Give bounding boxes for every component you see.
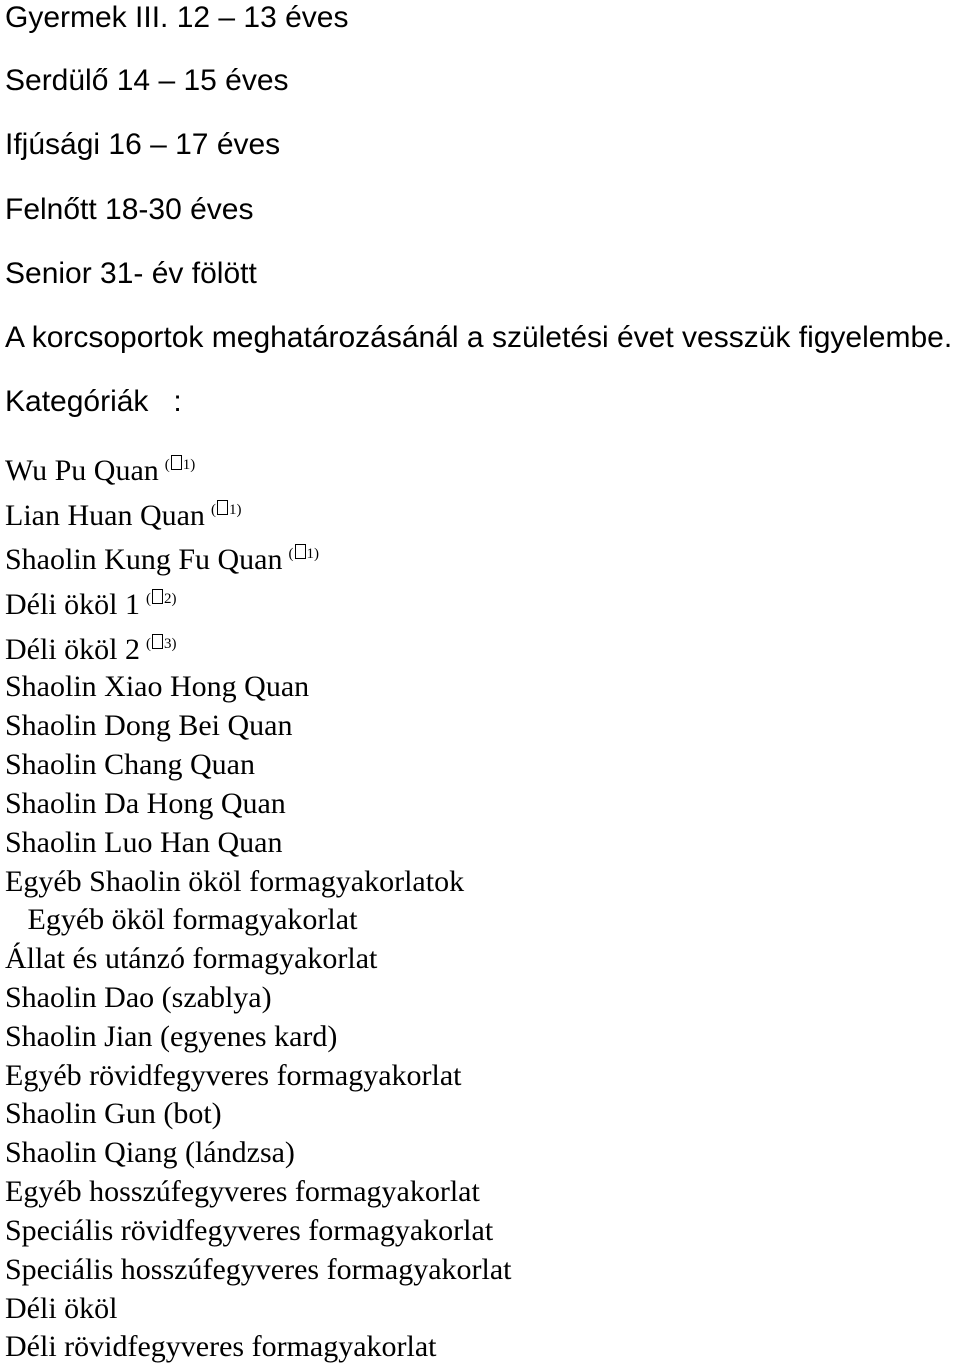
category-item: Shaolin Dong Bei Quan <box>5 709 293 742</box>
category-item: Shaolin Da Hong Quan <box>5 787 286 820</box>
category-item-wu-pu-quan <box>5 455 195 486</box>
age-note: A korcsoportok meghatározásánál a születési évet vesszük figyelembe. <box>5 321 953 354</box>
categories-heading: Kategóriák : <box>5 385 182 418</box>
age-group-gyermek-iii: Gyermek III. 12 – 13 éves <box>5 1 349 34</box>
age-group-ifjusagi: Ifjúsági 16 – 17 éves <box>5 128 281 161</box>
category-item-deli-okol-1 <box>5 589 177 620</box>
missing-glyph-icon <box>152 634 163 649</box>
category-item-deli-okol-2 <box>5 634 177 665</box>
category-item: Shaolin Xiao Hong Quan <box>5 670 310 703</box>
category-item: Egyéb hosszúfegyveres formagyakorlat <box>5 1175 480 1208</box>
category-item: Shaolin Dao (szablya) <box>5 981 272 1014</box>
category-item: Állat és utánzó formagyakorlat <box>5 942 378 975</box>
category-item: Speciális hosszúfegyveres formagyakorlat <box>5 1253 512 1286</box>
category-item: Egyéb ököl formagyakorlat <box>5 903 358 936</box>
missing-glyph-icon <box>171 455 182 470</box>
category-label: Lian Huan Quan <box>5 499 205 532</box>
missing-glyph-icon <box>217 500 228 515</box>
category-label: Déli ököl 2 <box>5 633 140 666</box>
footnote-marker: ( 1) <box>164 457 196 473</box>
missing-glyph-icon <box>152 589 163 604</box>
category-item: Speciális rövidfegyveres formagyakorlat <box>5 1214 494 1247</box>
category-item: Shaolin Jian (egyenes kard) <box>5 1020 338 1053</box>
category-item-shaolin-kung-fu-quan <box>5 544 319 575</box>
category-item: Shaolin Luo Han Quan <box>5 826 283 859</box>
category-item: Déli ököl <box>5 1292 118 1325</box>
footnote-marker: ( 1) <box>210 502 242 518</box>
footnote-marker: ( 1) <box>288 546 319 562</box>
age-group-serdulo: Serdülő 14 – 15 éves <box>5 64 289 97</box>
category-item: Shaolin Chang Quan <box>5 748 255 781</box>
category-item: Shaolin Gun (bot) <box>5 1097 222 1130</box>
footnote-marker: ( 2) <box>146 591 177 607</box>
category-item: Egyéb Shaolin ököl formagyakorlatok <box>5 865 465 898</box>
category-item: Shaolin Qiang (lándzsa) <box>5 1136 295 1169</box>
missing-glyph-icon <box>295 544 306 559</box>
age-group-felnott: Felnőtt 18-30 éves <box>5 193 254 226</box>
category-item-lian-huan-quan <box>5 500 241 531</box>
category-item: Déli rövidfegyveres formagyakorlat <box>5 1330 437 1363</box>
category-label: Wu Pu Quan <box>5 454 159 487</box>
category-label: Déli ököl 1 <box>5 588 140 621</box>
footnote-marker: ( 3) <box>146 636 177 652</box>
category-item: Egyéb rövidfegyveres formagyakorlat <box>5 1059 462 1092</box>
category-label: Shaolin Kung Fu Quan <box>5 543 283 576</box>
age-group-senior: Senior 31- év fölött <box>5 257 257 290</box>
